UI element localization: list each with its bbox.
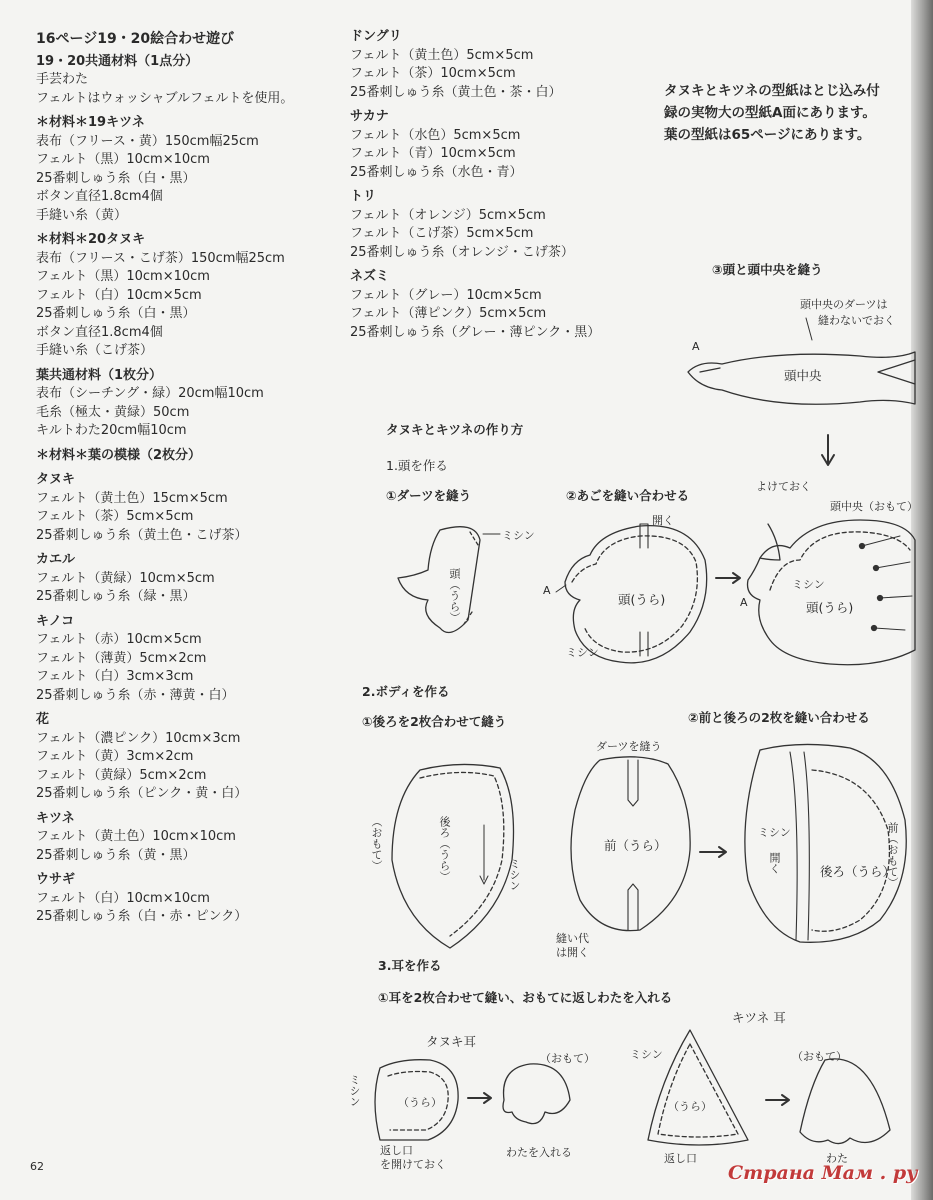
hiraku-label: 開く [768, 852, 781, 874]
material-line: 表布（シーチング・緑）20cm幅10cm [36, 386, 264, 401]
back-ura-label: 後ろ（うら） [438, 816, 451, 882]
dart-note-label: 頭中央のダーツは [800, 298, 888, 311]
material-line: 25番刺しゅう糸（黄土色・こげ茶） [36, 527, 248, 543]
common-materials-heading: 19・20共通材料（1点分） [36, 53, 199, 69]
pattern-name: ウサギ [36, 872, 76, 887]
a-mark-label: A [692, 340, 700, 353]
material-line: フェルト（薄黄）5cm×2cm [36, 650, 207, 666]
material-line: フェルト（茶）10cm×5cm [350, 66, 516, 81]
head-with-center-illustration [748, 520, 916, 665]
material-line: キルトわた20cm幅10cm [36, 423, 187, 438]
page-section-title: 16ページ19・20絵合わせ遊び [36, 31, 235, 47]
material-line: 毛糸（極太・黄緑）50cm [36, 404, 190, 420]
head-center-omote-label: 頭中央（おもて） [830, 500, 918, 513]
material-line: フェルト（赤）10cm×5cm [36, 632, 202, 647]
material-line: フェルト（オレンジ）5cm×5cm [350, 207, 546, 223]
material-line: フェルト（黄緑）10cm×5cm [36, 570, 215, 586]
material-line: ボタン直径1.8cm4個 [36, 324, 163, 340]
kitsune-ear-label: キツネ 耳 [732, 1010, 786, 1025]
material-line: フェルト（黒）10cm×10cm [36, 269, 210, 284]
front-ura-label: 前（うら） [604, 838, 667, 853]
mishin-label: ミシン [502, 529, 535, 542]
mishin-label: ミシン [758, 826, 791, 839]
mishin-label: ミシン [630, 1048, 663, 1061]
pattern-name: トリ [350, 189, 377, 204]
material-line: 手芸わた [36, 72, 89, 87]
material-line: 25番刺しゅう糸（白・黒） [36, 306, 196, 321]
material-line: フェルト（黄土色）15cm×5cm [36, 490, 228, 506]
leaf-materials-heading: 葉共通材料（1枚分） [36, 367, 163, 383]
body-back-illustration [392, 764, 514, 948]
material-line: フェルト（白）10cm×5cm [36, 287, 202, 303]
material-line: 25番刺しゅう糸（黄・黒） [36, 847, 196, 863]
tanuki-materials-heading: ＊材料＊20タヌキ [36, 232, 146, 247]
material-line: 25番刺しゅう糸（ピンク・黄・白） [36, 786, 248, 801]
material-line: 25番刺しゅう糸（白・黒） [36, 170, 196, 186]
head-ura-label: 頭(うら) [618, 592, 666, 607]
material-line: フェルト（黄土色）5cm×5cm [350, 47, 534, 63]
step-head-3: ③頭と頭中央を縫う [712, 262, 823, 277]
seam-allowance-label: は開く [556, 946, 589, 959]
pattern-name: ネズミ [350, 269, 390, 284]
mishin-label: ミシン [566, 646, 599, 659]
step-head-1: ①ダーツを縫う [386, 488, 472, 503]
material-line: 25番刺しゅう糸（水色・青） [350, 164, 523, 180]
return-opening-label: を開けておく [380, 1158, 446, 1171]
note-line: 録の実物大の型紙A面にあります。 [664, 105, 876, 121]
dart-note-label: 縫わないでおく [818, 314, 895, 327]
step-head-title: 1.頭を作る [386, 458, 448, 473]
material-line: フェルト（黒）10cm×10cm [36, 152, 210, 167]
material-line: 表布（フリース・黄）150cm幅25cm [36, 133, 259, 149]
material-line: フェルト（薄ピンク）5cm×5cm [350, 306, 547, 321]
material-line: フェルト（白）3cm×3cm [36, 669, 194, 684]
stuffing-label: わたを入れる [506, 1146, 572, 1159]
material-line: ボタン直径1.8cm4個 [36, 189, 163, 204]
material-line: フェルト（白）10cm×10cm [36, 890, 210, 906]
material-line: フェルトはウォッシャブルフェルトを使用。 [36, 90, 294, 106]
how-to-make-title: タヌキとキツネの作り方 [386, 422, 524, 437]
step-body-1: ①後ろを2枚合わせて縫う [362, 714, 507, 729]
step-head-2: ②あごを縫い合わせる [566, 488, 690, 503]
material-line: フェルト（グレー）10cm×5cm [350, 287, 542, 303]
mishin-label: ミシン [348, 1074, 361, 1107]
material-line: フェルト（茶）5cm×5cm [36, 509, 194, 524]
hiraku-label: 開く [652, 514, 674, 527]
stuffing-label: わた [826, 1152, 848, 1165]
step-ears-1: ①耳を2枚合わせて縫い、おもてに返しわたを入れる [378, 990, 673, 1005]
page-number: 62 [30, 1160, 44, 1173]
pattern-name: タヌキ [36, 472, 76, 487]
step-ears-title: 3.耳を作る [378, 958, 442, 973]
material-line: フェルト（濃ピンク）10cm×3cm [36, 730, 241, 746]
material-line: フェルト（こげ茶）5cm×5cm [350, 226, 534, 241]
pattern-name: 花 [36, 712, 50, 727]
material-line: 手縫い糸（黄） [36, 207, 128, 223]
ura-label: （うら） [668, 1100, 712, 1113]
front-omote-label: 前（おもて） [886, 822, 899, 888]
omote-label: （おもて） [540, 1052, 595, 1065]
return-opening-label: 返し口 [380, 1144, 413, 1157]
step-body-2: ②前と後ろの2枚を縫い合わせる [688, 710, 870, 725]
pattern-name: カエル [36, 552, 76, 567]
head-ura-label: 頭（うら） [448, 568, 461, 623]
material-line: フェルト（水色）5cm×5cm [350, 127, 521, 143]
head-center-label: 頭中央 [784, 368, 822, 383]
a-mark-label: A [543, 584, 551, 597]
ura-label: （うら） [398, 1096, 442, 1109]
pattern-name: サカナ [350, 109, 389, 124]
mishin-label: ミシン [792, 578, 825, 591]
material-line: フェルト（黄土色）10cm×10cm [36, 829, 236, 844]
step-body-title: 2.ボディを作る [362, 684, 450, 699]
a-mark-label: A [740, 596, 748, 609]
pattern-name: ドングリ [350, 29, 402, 44]
pattern-name: キツネ [36, 810, 75, 826]
body-joined-illustration [745, 744, 906, 942]
return-opening-label: 返し口 [664, 1152, 697, 1165]
leaf-pattern-heading: ＊材料＊葉の模様（2枚分） [36, 447, 202, 463]
seam-allowance-label: 縫い代 [556, 932, 589, 945]
material-line: 25番刺しゅう糸（緑・黒） [36, 589, 196, 604]
tanuki-ear-label: タヌキ耳 [426, 1034, 477, 1049]
material-line: フェルト（黄緑）5cm×2cm [36, 767, 207, 783]
material-line: 25番刺しゅう糸（赤・薄黄・白） [36, 687, 235, 703]
omote-label: （おもて） [370, 816, 383, 871]
material-line: 手縫い糸（こげ茶） [36, 343, 154, 358]
dart-sew-label: ダーツを縫う [596, 740, 662, 753]
material-line: 表布（フリース・こげ茶）150cm幅25cm [36, 250, 285, 266]
material-line: 25番刺しゅう糸（黄土色・茶・白） [350, 84, 562, 100]
head-ura-label: 頭(うら) [806, 600, 854, 615]
head-center-piece-illustration [688, 318, 915, 465]
kitsune-materials-heading: ＊材料＊19キツネ [36, 115, 145, 130]
note-line: タヌキとキツネの型紙はとじ込み付 [664, 83, 880, 99]
material-line: 25番刺しゅう糸（オレンジ・こげ茶） [350, 244, 574, 260]
mishin-label: ミシン [508, 858, 521, 891]
material-line: フェルト（黄）3cm×2cm [36, 749, 194, 764]
omote-label: （おもて） [792, 1050, 847, 1063]
material-line: 25番刺しゅう糸（白・赤・ピンク） [36, 909, 248, 924]
pattern-name: キノコ [36, 613, 75, 629]
back-ura-label: 後ろ（うら） [820, 864, 896, 879]
kitsune-ear-illustration [648, 1030, 890, 1145]
material-line: フェルト（青）10cm×5cm [350, 146, 516, 161]
watermark: Страна Мам . ру [728, 1162, 918, 1184]
material-line: 25番刺しゅう糸（グレー・薄ピンク・黒） [350, 324, 601, 340]
yoketeoku-label: よけておく [756, 480, 811, 493]
note-line: 葉の型紙は65ページにあります。 [664, 127, 871, 143]
